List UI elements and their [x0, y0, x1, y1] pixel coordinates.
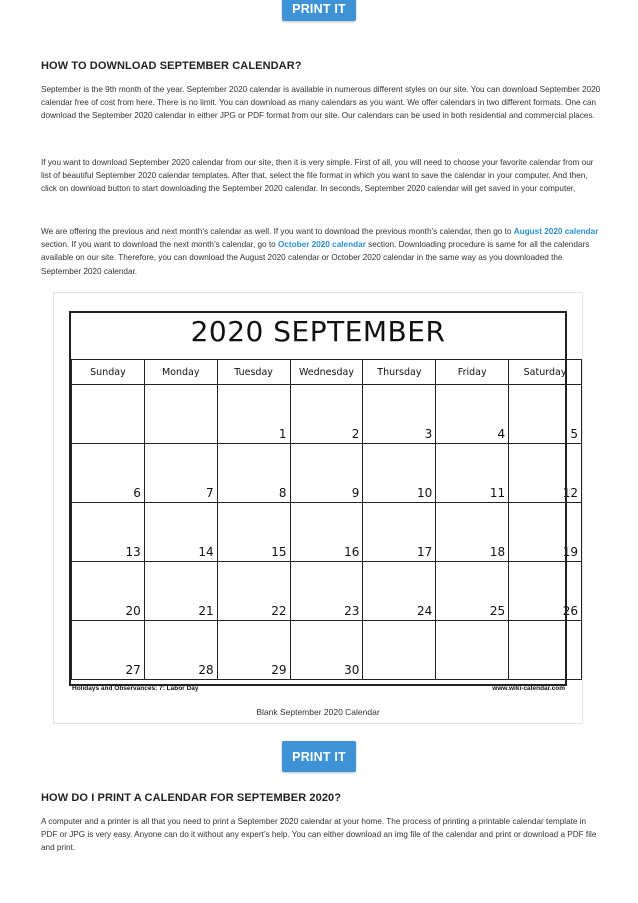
day-cell: 5	[509, 385, 582, 444]
day-cell	[436, 621, 509, 680]
day-cell: 17	[363, 503, 436, 562]
intro-paragraph: September is the 9th month of the year. September 2020 calendar is available in numerous different styles on our site. You can download September 2020 calendar free of cost from here. There is no limit. You can download as many calendars as you want. We offer calendars in two different formats. One can download the September 2020 calendar in either JPG or PDF format from our site. Our calendars can be used in both residential and commercial places.	[41, 85, 601, 121]
download-heading: HOW TO DOWNLOAD SEPTEMBER CALENDAR?	[41, 60, 302, 72]
day-cell	[363, 621, 436, 680]
print-it-button-bottom[interactable]: PRINT IT	[282, 741, 356, 772]
day-cell: 25	[436, 562, 509, 621]
day-cell: 22	[217, 562, 290, 621]
day-cell: 23	[290, 562, 363, 621]
calendar-week	[72, 621, 582, 680]
calendar-week	[72, 385, 582, 444]
calendar-grid	[71, 359, 582, 680]
calendar-week	[72, 444, 582, 503]
calendar-title: 2020 SEPTEMBER	[190, 315, 446, 348]
calendar-caption: Blank September 2020 Calendar	[256, 707, 380, 717]
day-cell: 10	[363, 444, 436, 503]
download-steps-paragraph: If you want to download September 2020 calendar from our site, then it is very simple. First of all, you will need to choose your favorite calendar from our list of beautiful September 2020 calendar templates. After that, select the file format in which you want to save the calendar in your computer. And then, click on download button to start downloading the September 2020 calendar. In seconds, September 2020 calendar will get saved in your computer,	[41, 158, 594, 194]
day-cell: 4	[436, 385, 509, 444]
day-cell: 28	[144, 621, 217, 680]
day-cell: 9	[290, 444, 363, 503]
adjacent-months-text-c: section. Downloading procedure is same for all the calendars available on our site. Therefore, you can download the August 2020 calendar or October 2020 calendar in the same way as you downloaded the September 2020 calendar.	[41, 240, 590, 276]
day-cell: 13	[72, 503, 145, 562]
day-cell: 12	[509, 444, 582, 503]
adjacent-months-text-a: We are offering the previous and next month’s calendar as well. If you want to download the previous month’s calendar, then go to	[41, 227, 514, 236]
weekday-header: Friday	[436, 360, 509, 385]
print-heading: HOW DO I PRINT A CALENDAR FOR SEPTEMBER 2020?	[41, 792, 342, 804]
site-watermark: www.wiki-calendar.com	[492, 685, 565, 692]
day-cell: 26	[509, 562, 582, 621]
day-cell: 11	[436, 444, 509, 503]
print-it-button-top[interactable]: PRINT IT	[282, 0, 356, 21]
calendar-week	[72, 503, 582, 562]
weekday-header: Thursday	[363, 360, 436, 385]
day-cell: 24	[363, 562, 436, 621]
day-cell: 8	[217, 444, 290, 503]
day-cell: 30	[290, 621, 363, 680]
print-paragraph: A computer and a printer is all that you need to print a September 2020 calendar at your home. The process of printing a printable calendar template in PDF or JPG is very easy. Anyone can do it without any expert’s help. You can either download an img file of the calendar and print or download a PDF file and print.	[41, 817, 597, 853]
weekday-header: Saturday	[509, 360, 582, 385]
adjacent-months-paragraph	[41, 225, 601, 278]
holidays-note: Holidays and Observances: 7: Labor Day	[72, 685, 199, 692]
day-cell: 3	[363, 385, 436, 444]
weekday-header: Wednesday	[290, 360, 363, 385]
weekday-header: Sunday	[72, 360, 145, 385]
day-cell: 29	[217, 621, 290, 680]
day-cell: 18	[436, 503, 509, 562]
day-cell	[144, 385, 217, 444]
calendar-week	[72, 562, 582, 621]
day-cell	[72, 385, 145, 444]
adjacent-months-text-b: section. If you want to download the next month’s calendar, go to	[41, 240, 278, 250]
day-cell: 7	[144, 444, 217, 503]
day-cell: 14	[144, 503, 217, 562]
day-cell: 19	[509, 503, 582, 562]
weekday-header: Monday	[144, 360, 217, 385]
day-cell: 2	[290, 385, 363, 444]
calendar-image[interactable]	[53, 292, 583, 724]
day-cell: 1	[217, 385, 290, 444]
day-cell	[509, 621, 582, 680]
weekday-header: Tuesday	[217, 360, 290, 385]
day-cell: 15	[217, 503, 290, 562]
day-cell: 21	[144, 562, 217, 621]
august-2020-calendar-link[interactable]: August 2020 calendar	[513, 227, 599, 236]
day-cell: 20	[72, 562, 145, 621]
october-2020-calendar-link[interactable]: October 2020 calendar	[277, 240, 366, 250]
day-cell: 6	[72, 444, 145, 503]
day-cell: 27	[72, 621, 145, 680]
day-cell: 16	[290, 503, 363, 562]
